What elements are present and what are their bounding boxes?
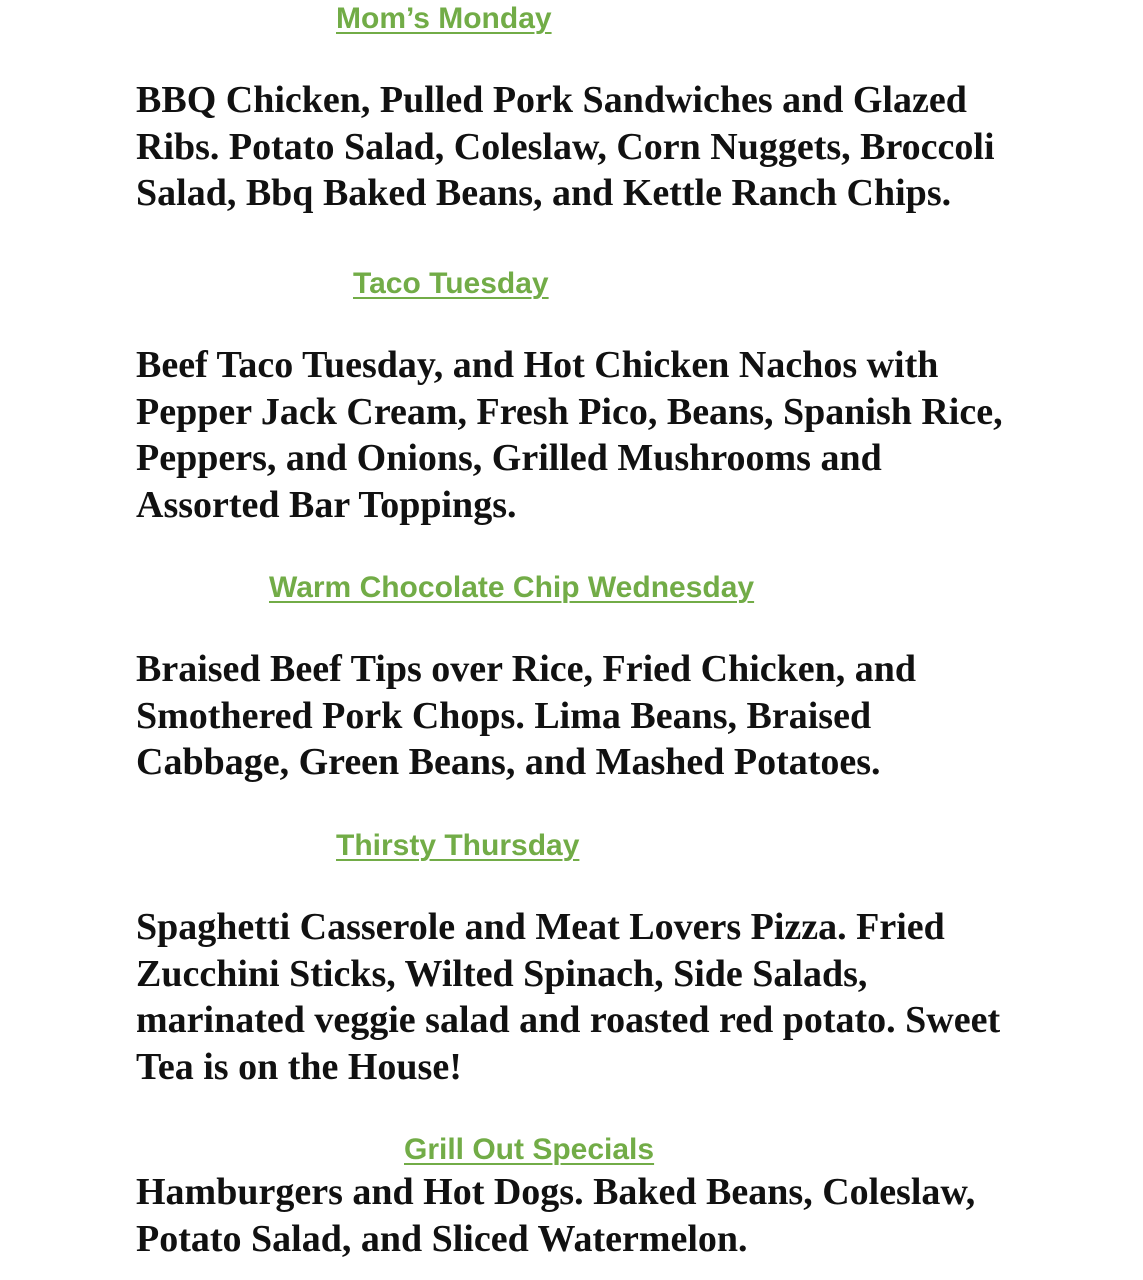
grill-out-heading: Grill Out Specials — [404, 1133, 655, 1166]
tuesday-description: Beef Taco Tuesday, and Hot Chicken Nachos with Pepper Jack Cream, Fresh Pico, Beans, Spanish Rice, Peppers, and Onions, Grilled Mushrooms and Assorted Bar Toppings. — [136, 344, 1003, 526]
thursday-heading: Thirsty Thursday — [336, 829, 580, 862]
thursday-description: Spaghetti Casserole and Meat Lovers Pizza. Fried Zucchini Sticks, Wilted Spinach, Side Salads, marinated veggie salad and roasted red potato. Sweet Tea is on the House! — [136, 906, 1001, 1088]
grill-out-description: Hamburgers and Hot Dogs. Baked Beans, Coleslaw, Potato Salad, and Sliced Watermelon. — [136, 1171, 976, 1260]
monday-heading: Mom’s Monday — [336, 2, 552, 35]
wednesday-heading: Warm Chocolate Chip Wednesday — [269, 571, 755, 604]
monday-description: BBQ Chicken, Pulled Pork Sandwiches and Glazed Ribs. Potato Salad, Coleslaw, Corn Nuggets, Broccoli Salad, Bbq Baked Beans, and Kettle Ranch Chips. — [136, 79, 995, 215]
wednesday-description: Braised Beef Tips over Rice, Fried Chicken, and Smothered Pork Chops. Lima Beans, Braised Cabbage, Green Beans, and Mashed Potatoes. — [136, 648, 917, 784]
tuesday-heading: Taco Tuesday — [353, 267, 549, 300]
